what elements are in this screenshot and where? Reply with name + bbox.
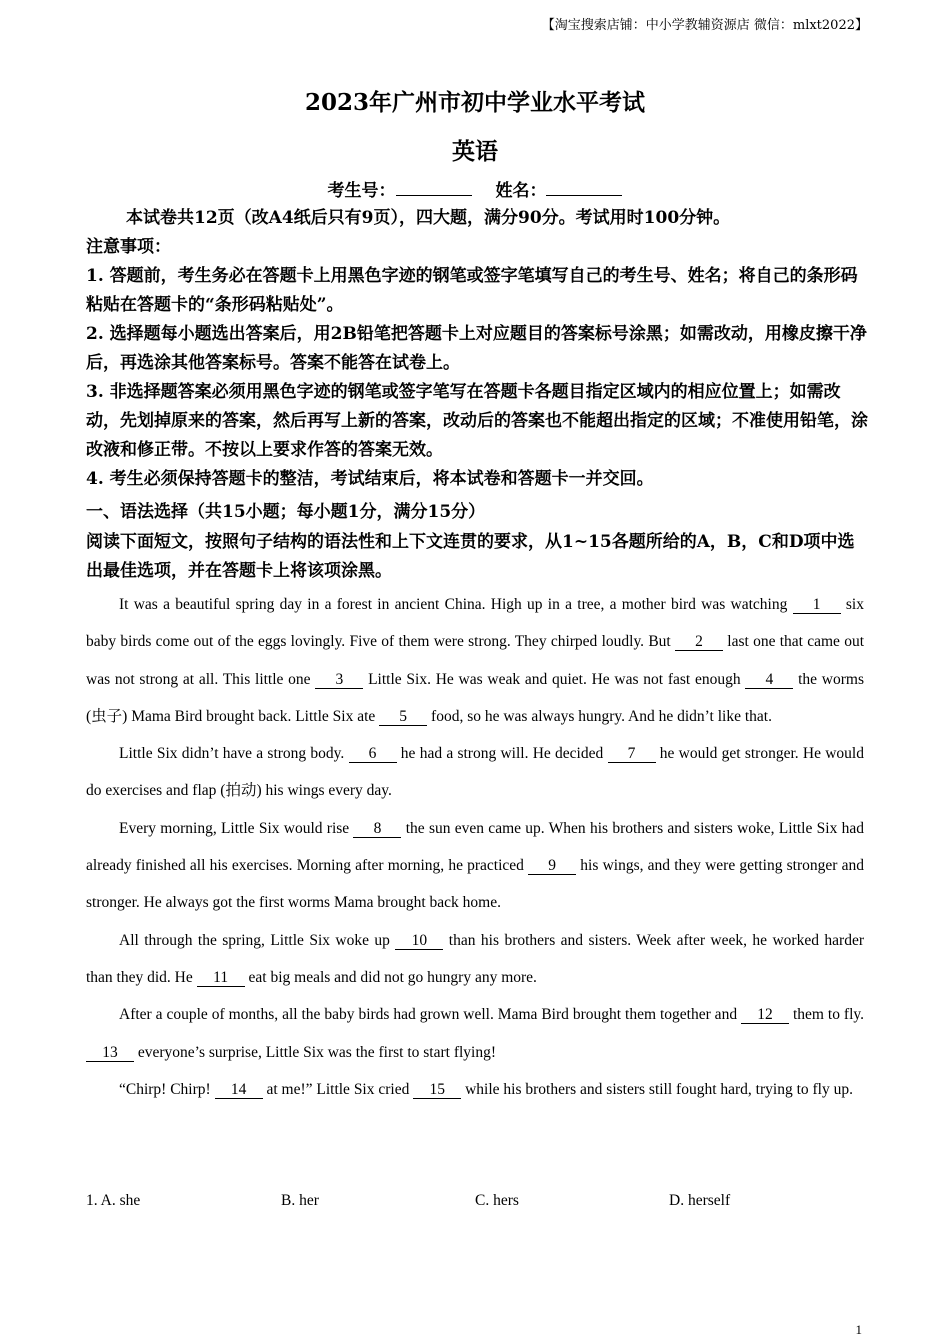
answer-blank: 11 xyxy=(197,970,245,987)
answer-blank: 13 xyxy=(86,1045,134,1062)
subject-title: 英语 xyxy=(452,138,498,165)
exam-title: 2023年广州市初中学业水平考试 xyxy=(304,89,645,116)
note-item: 1. 答题前，考生务必在答题卡上用黑色字迹的钢笔或签字笔填写自己的考生号、姓名；将自己的条形码粘贴在答题卡的“条形码粘贴处”。 xyxy=(86,266,858,315)
answer-blank: 14 xyxy=(215,1082,263,1099)
option-b: B. her xyxy=(281,1192,319,1209)
answer-blank: 10 xyxy=(395,933,443,950)
notes-list xyxy=(86,262,868,494)
section-instruction: 阅读下面短文，按照句子结构的语法性和上下文连贯的要求，从1~15各题所给的A，B，C和D项中选出最佳选项，并在答题卡上将该项涂黑。 xyxy=(86,532,855,581)
exam-number-blank xyxy=(396,179,472,196)
passage-paragraph: Every morning, Little Six would rise 8 the sun even came up. When his brothers and sisters woke, Little Six had already finished all his exercises. Morning after morning, he practiced 9 his wings, and they were getting stronger and stronger. He always got the first worms Mama brought back home. xyxy=(86,819,864,912)
answer-blank: 8 xyxy=(353,821,401,838)
note-item: 2. 选择题每小题选出答案后，用2B铅笔把答题卡上对应题目的答案标号涂黑；如需改动，用橡皮擦干净后，再选涂其他答案标号。答案不能答在试卷上。 xyxy=(86,324,867,373)
answer-blank: 6 xyxy=(349,746,397,763)
answer-blank: 7 xyxy=(608,746,656,763)
name-blank xyxy=(546,179,622,196)
note-item: 4. 考生必须保持答题卡的整洁，考试结束后，将本试卷和答题卡一并交回。 xyxy=(86,469,654,489)
cloze-passage xyxy=(86,586,864,1108)
exam-number-label: 考生号： xyxy=(327,181,396,201)
passage-paragraph: All through the spring, Little Six woke up 10 than his brothers and sisters. Week after week, he worked harder than they did. He 11 eat big meals and did not go hungry any more. xyxy=(86,931,864,986)
page-number: 1 xyxy=(855,1322,862,1337)
note-item: 3. 非选择题答案必须用黑色字迹的钢笔或签字笔写在答题卡各题目指定区域内的相应位置上；如需改动，先划掉原来的答案，然后再写上新的答案，改动后的答案也不能超出指定的区域；不准使用铅笔，涂改液和修正带。不按以上要求作答的答案无效。 xyxy=(86,382,868,460)
answer-blank: 1 xyxy=(793,597,841,614)
id-fields xyxy=(0,176,950,201)
notice-heading: 注意事项： xyxy=(86,237,171,257)
option-d: D. herself xyxy=(669,1192,731,1209)
option-a: 1. A. she xyxy=(86,1192,141,1209)
answer-blank: 2 xyxy=(675,634,723,651)
name-label: 姓名： xyxy=(495,181,547,201)
passage-paragraph: Little Six didn’t have a strong body. 6 he had a strong will. He decided 7 he would get stronger. He would do exercises and flap (拍动) his wings every day. xyxy=(86,745,864,800)
answer-blank: 15 xyxy=(413,1082,461,1099)
answer-blank: 9 xyxy=(528,858,576,875)
option-c: C. hers xyxy=(475,1192,519,1209)
exam-intro: 本试卷共12页（改A4纸后只有9页），四大题，满分90分。考试用时100分钟。 xyxy=(126,208,731,228)
header-note: 【淘宝搜索店铺：中小学教辅资源店 微信：mlxt2022】 xyxy=(541,18,868,33)
answer-blank: 4 xyxy=(745,672,793,689)
passage-paragraph: It was a beautiful spring day in a forest in ancient China. High up in a tree, a mother bird was watching 1 six baby birds come out of the eggs lovingly. Five of them were strong. They chirped loudly. But 2 last one that came out was not strong at all. This little one 3 Little Six. He was weak and quiet. He was not fast enough 4 the worms (虫子) Mama Bird brought back. Little Six ate 5 food, so he was always hungry. And he didn’t like that. xyxy=(86,596,864,725)
section-heading: 一、语法选择（共15小题；每小题1分，满分15分） xyxy=(86,502,486,522)
answer-blank: 12 xyxy=(741,1007,789,1024)
answer-blank: 5 xyxy=(379,709,427,726)
passage-paragraph: “Chirp! Chirp! 14 at me!” Little Six cried 15 while his brothers and sisters still fought hard, trying to fly up. xyxy=(119,1080,853,1098)
answer-blank: 3 xyxy=(315,672,363,689)
passage-paragraph: After a couple of months, all the baby birds had grown well. Mama Bird brought them together and 12 them to fly. 13 everyone’s surprise, Little Six was the first to start flying! xyxy=(86,996,864,1071)
